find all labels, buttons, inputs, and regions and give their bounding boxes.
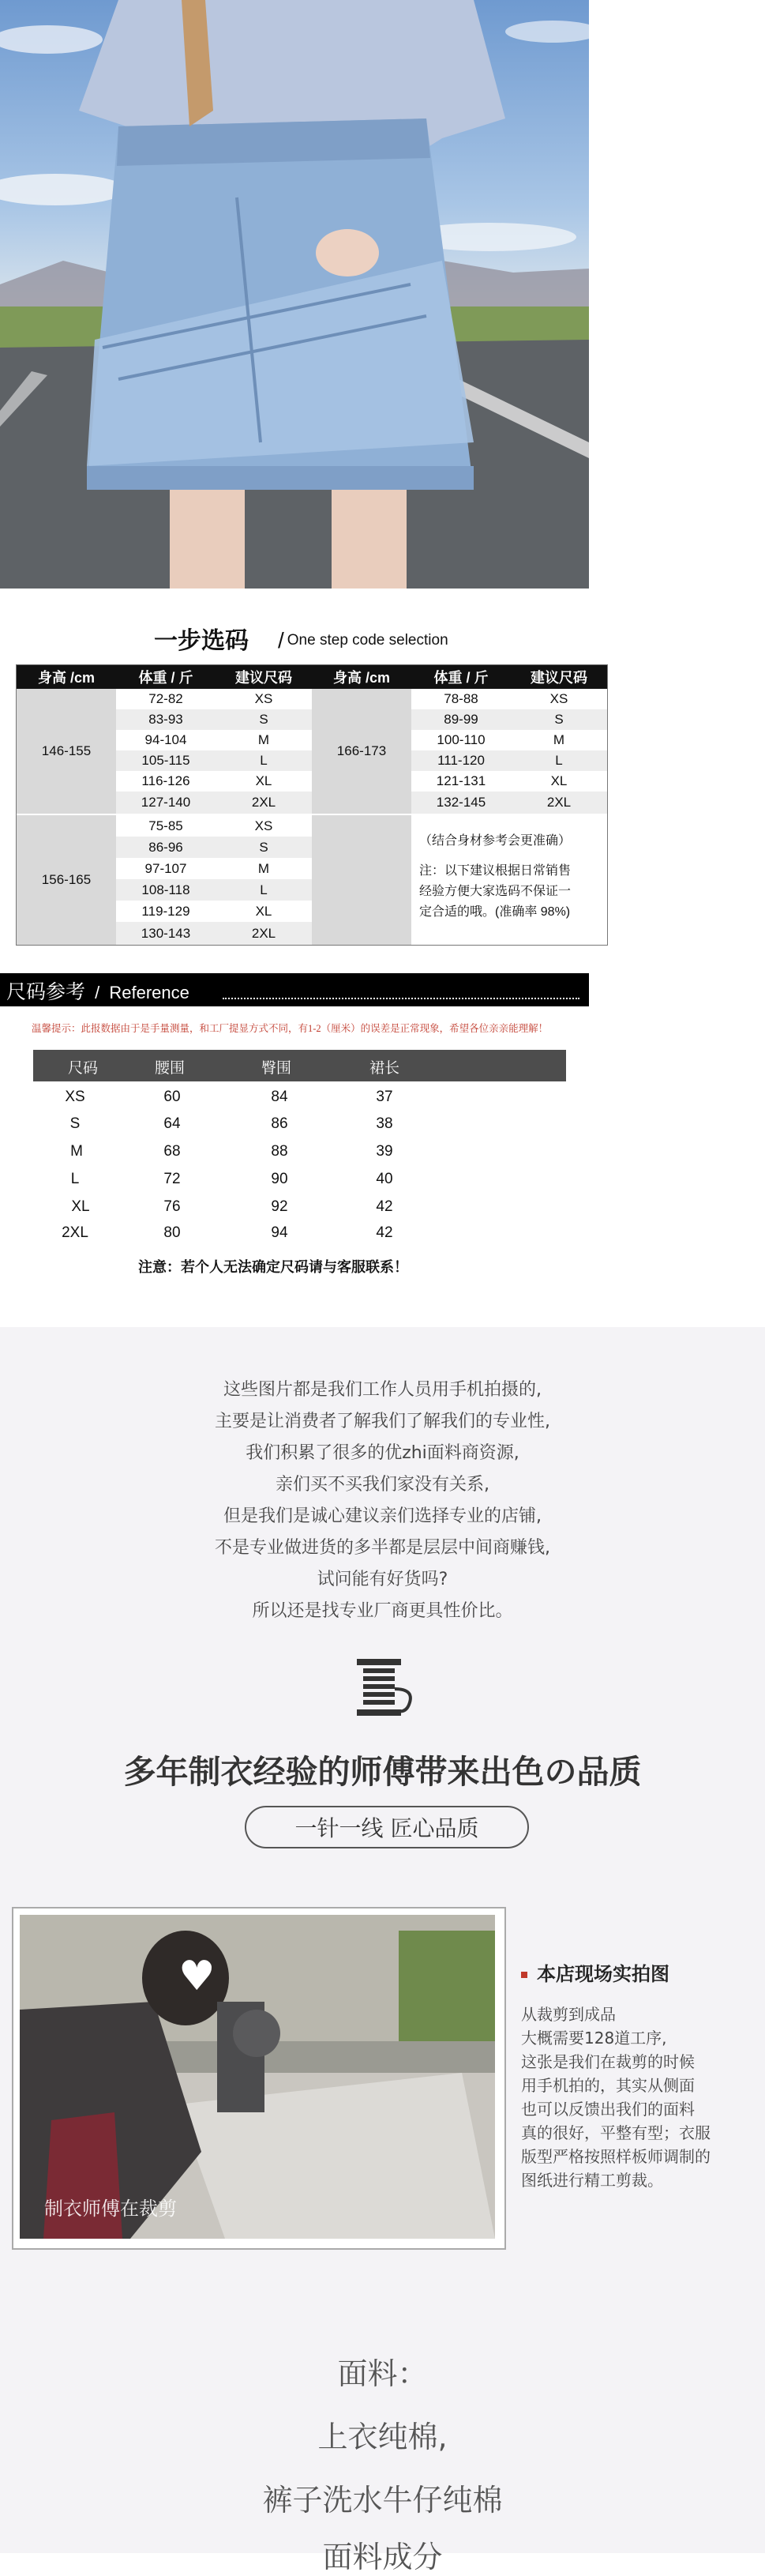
story-line: 所以还是找专业厂商更具性价比。: [252, 1601, 513, 1621]
ref-hip: 90: [271, 1171, 288, 1187]
ref-waist: 64: [163, 1115, 181, 1132]
quality-headline: 多年制衣经验的师傅带来出色の品质: [123, 1753, 642, 1791]
fabric-line: 上衣纯棉,: [317, 2420, 448, 2454]
size-cell: XS: [216, 689, 312, 709]
size-selection-subtitle-text: One step code selection: [287, 632, 448, 649]
reference-table-header: [33, 1050, 566, 1081]
height-cell: 166-173: [312, 689, 411, 815]
story-line: 主要是让消费者了解我们了解我们的专业性,: [215, 1412, 550, 1431]
fabric-line: 裤子洗水牛仔纯棉: [262, 2483, 503, 2518]
ref-length: 42: [376, 1224, 393, 1241]
ref-size: L: [70, 1171, 80, 1187]
heart-icon: ♥: [178, 1953, 216, 2000]
workshop-photo-illustration: [20, 1915, 495, 2239]
size-cell: 2XL: [216, 922, 312, 945]
reference-title-en: Reference: [109, 983, 189, 1002]
header-weight: 体重 / 斤: [116, 665, 216, 689]
header-size: 建议尺码: [216, 665, 312, 689]
reference-title: 尺码参考 / Reference: [6, 981, 189, 1003]
header-height: 身高 /cm: [312, 665, 411, 689]
ref-waist: 76: [163, 1198, 181, 1215]
story-line: 我们积累了很多的优zhi面料商资源,: [246, 1443, 519, 1463]
ref-header: 腰围: [154, 1060, 186, 1077]
size-note-line: 注：以下建议根据日常销售: [419, 864, 572, 878]
weight-cell: 119-129: [116, 901, 216, 922]
size-cell: S: [216, 837, 312, 858]
ref-hip: 84: [271, 1089, 288, 1105]
ref-size: M: [70, 1143, 83, 1160]
reference-title-cn: 尺码参考: [6, 981, 86, 1003]
ref-hip: 94: [271, 1224, 288, 1241]
ref-waist: 68: [163, 1143, 181, 1160]
size-cell: S: [216, 709, 312, 730]
header-size: 建议尺码: [511, 665, 607, 689]
size-cell: M: [216, 730, 312, 750]
size-cell: XL: [216, 901, 312, 922]
size-selection-table: [16, 664, 608, 946]
size-cell: S: [511, 709, 607, 730]
craft-pill: 一针一线 匠心品质: [245, 1806, 529, 1848]
ref-hip: 92: [271, 1198, 288, 1215]
height-cell: 146-155: [17, 689, 116, 815]
weight-cell: 86-96: [116, 837, 216, 858]
story-line: 但是我们是诚心建议亲们选择专业的店铺,: [223, 1506, 542, 1526]
size-cell: M: [216, 858, 312, 879]
size-cell: M: [511, 730, 607, 750]
size-selection-subtitle: / One step code selection: [278, 628, 448, 652]
onsite-photo-title-text: 本店现场实拍图: [537, 1963, 669, 1985]
height-cell: 156-165: [17, 815, 116, 945]
size-cell: 2XL: [511, 792, 607, 814]
ref-hip: 88: [271, 1143, 288, 1160]
ref-header: 裙长: [369, 1060, 400, 1077]
ref-waist: 60: [163, 1089, 181, 1105]
product-photo: [0, 0, 589, 589]
size-cell: XL: [216, 771, 312, 792]
weight-cell: 89-99: [411, 709, 511, 730]
onsite-line: 也可以反馈出我们的面料: [521, 2100, 695, 2119]
ref-size: S: [69, 1115, 81, 1132]
reference-warning: 温馨提示：此报数据由于是手量测量，和工厂提显方式不同，有1-2（厘米）的误差是正常现象，希望各位亲亲能理解！: [32, 1023, 549, 1034]
story-line: 试问能有好货吗?: [317, 1570, 448, 1589]
fabric-line: 面料成分: [322, 2540, 443, 2574]
weight-cell: 75-85: [116, 815, 216, 837]
weight-cell: 116-126: [116, 771, 216, 792]
thread-spool-icon: [354, 1657, 417, 1720]
size-cell: XS: [216, 815, 312, 837]
ref-waist: 80: [163, 1224, 181, 1241]
ref-header: 臀围: [261, 1060, 292, 1077]
weight-cell: 72-82: [116, 689, 216, 709]
weight-cell: 97-107: [116, 858, 216, 879]
weight-cell: 83-93: [116, 709, 216, 730]
size-cell: L: [511, 750, 607, 771]
weight-cell: 121-131: [411, 771, 511, 792]
story-line: 不是专业做进货的多半都是层层中间商赚钱,: [215, 1538, 550, 1558]
weight-cell: 78-88: [411, 689, 511, 709]
size-cell: XS: [511, 689, 607, 709]
onsite-line: 大概需要128道工序,: [521, 2029, 667, 2048]
weight-cell: 130-143: [116, 922, 216, 945]
weight-cell: 127-140: [116, 792, 216, 814]
size-cell: XL: [511, 771, 607, 792]
size-cell: L: [216, 879, 312, 901]
onsite-line: 从裁剪到成品: [521, 2005, 616, 2024]
empty-cell: [312, 815, 411, 945]
header-height: 身高 /cm: [17, 665, 116, 689]
weight-cell: 94-104: [116, 730, 216, 750]
size-selection-title: 一步选码: [154, 628, 249, 654]
ref-length: 39: [376, 1143, 393, 1160]
onsite-line: 图纸进行精工剪裁。: [521, 2171, 663, 2190]
onsite-photo-title: [521, 1958, 669, 1986]
onsite-line: 用手机拍的，其实从侧面: [521, 2076, 695, 2095]
fabric-title: 面料：: [337, 2356, 428, 2391]
story-line: 这些图片都是我们工作人员用手机拍摄的,: [223, 1380, 542, 1400]
header-weight: 体重 / 斤: [411, 665, 511, 689]
onsite-line: 这张是我们在裁剪的时候: [521, 2052, 695, 2071]
weight-cell: 111-120: [411, 750, 511, 771]
size-cell: 2XL: [216, 792, 312, 814]
ref-length: 40: [376, 1171, 393, 1187]
ref-waist: 72: [163, 1171, 181, 1187]
reference-note: 注意：若个人无法确定尺码请与客服联系！: [138, 1259, 408, 1275]
size-note-title: （结合身材参考会更准确）: [419, 834, 572, 848]
weight-cell: 108-118: [116, 879, 216, 901]
workshop-photo: [20, 1915, 495, 2239]
product-photo-illustration: [0, 0, 589, 589]
ref-header: 尺码: [67, 1060, 99, 1077]
onsite-line: 版型严格按照样板师调制的: [521, 2147, 711, 2166]
size-cell: L: [216, 750, 312, 771]
ref-size: XS: [65, 1089, 85, 1105]
photo-caption: 制衣师傅在裁剪: [44, 2198, 177, 2220]
weight-cell: 132-145: [411, 792, 511, 814]
story-line: 亲们买不买我们家没有关系,: [276, 1475, 489, 1495]
size-note-line: 定合适的哦。(准确率 98%): [419, 905, 571, 919]
ref-hip: 86: [271, 1115, 288, 1132]
size-note-line: 经验方便大家选码不保证一: [419, 885, 572, 898]
ref-length: 37: [376, 1089, 393, 1105]
reference-dotted-line: [223, 998, 579, 999]
ref-size: XL: [71, 1198, 90, 1215]
ref-length: 42: [376, 1198, 393, 1215]
onsite-line: 真的很好，平整有型；衣服: [521, 2123, 711, 2142]
weight-cell: 105-115: [116, 750, 216, 771]
weight-cell: 100-110: [411, 730, 511, 750]
ref-length: 38: [376, 1115, 393, 1132]
ref-size: 2XL: [62, 1224, 88, 1241]
red-square-icon: [521, 1972, 527, 1978]
